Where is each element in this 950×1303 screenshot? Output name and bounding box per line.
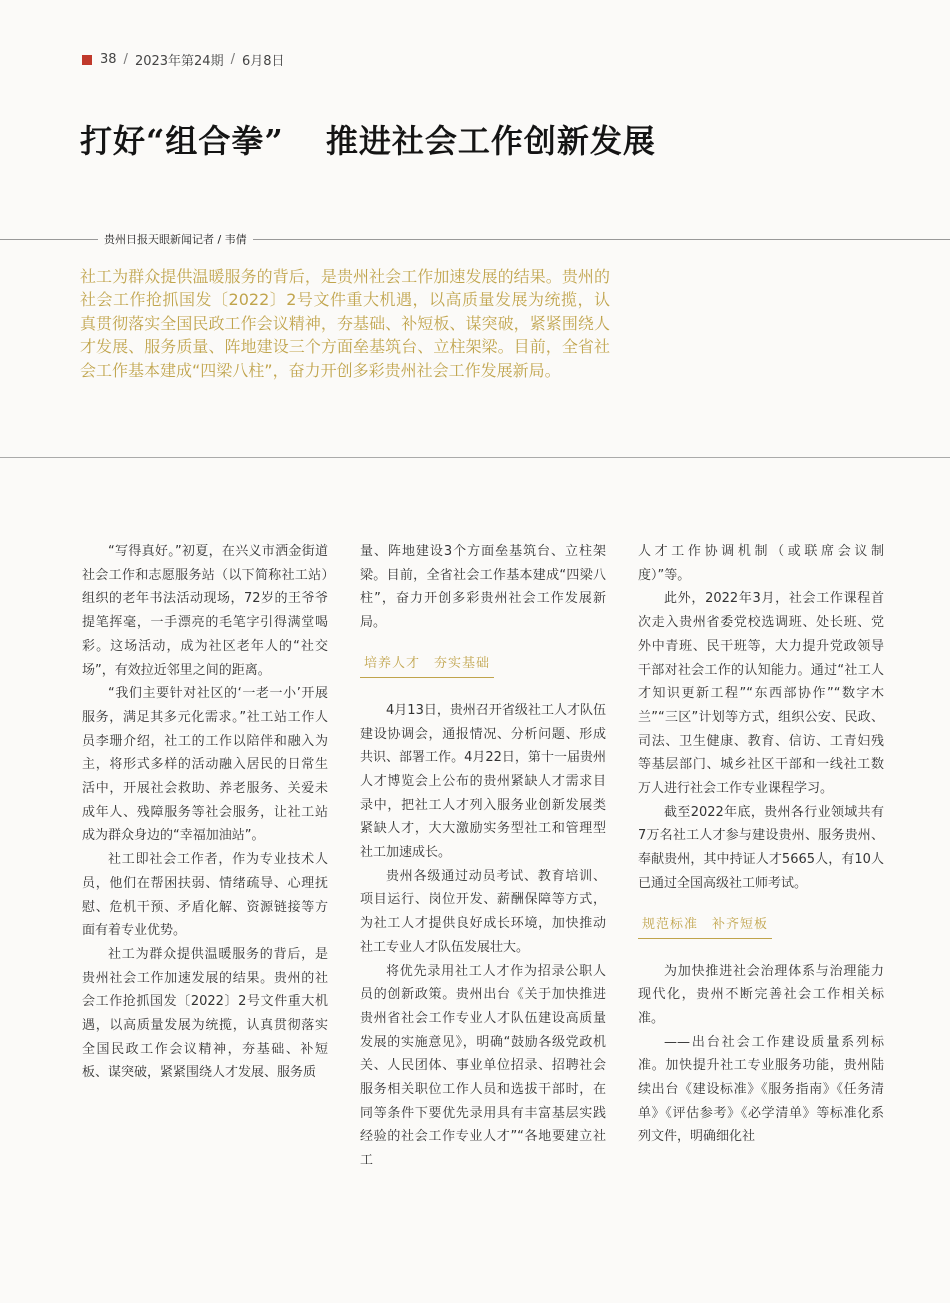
byline: 贵州日报天眼新闻记者 / 韦倩 <box>104 233 247 246</box>
byline-rule-right <box>253 239 950 240</box>
red-square-icon <box>82 55 92 65</box>
body-paragraph: 为加快推进社会治理体系与治理能力现代化，贵州不断完善社会工作相关标准。 <box>638 963 884 1026</box>
body-paragraph: 人才工作协调机制（或联席会议制度）”等。 <box>638 544 884 583</box>
body-paragraph: 社工即社会工作者，作为专业技术人员，他们在帮困扶弱、情绪疏导、心理抚慰、危机干预、矛盾化解、资源链接等方面有着专业优势。 <box>82 852 328 939</box>
body-paragraph: ——出台社会工作建设质量系列标准。加快提升社工专业服务功能，贵州陆续出台《建设标准》《服务指南》《任务清单》《评估参考》《必学清单》等标准化系列文件，明确细化社 <box>638 1034 884 1145</box>
folio-separator: / <box>230 52 235 67</box>
issue-label: 2023年第24期 <box>134 54 224 69</box>
subheading <box>360 652 606 678</box>
body-paragraph: 量、阵地建设3个方面垒基筑台、立柱架梁。目前，全省社会工作基本建成“四梁八柱”，奋力开创多彩贵州社会工作发展新局。 <box>360 544 606 631</box>
subheading <box>638 913 884 939</box>
body-paragraph: 贵州各级通过动员考试、教育培训、项目运行、岗位开发、薪酬保障等方式，为社工人才提供良好成长环境，加快推动社工专业人才队伍发展壮大。 <box>360 868 606 955</box>
article-title <box>80 116 656 162</box>
body-paragraph: 截至2022年底，贵州各行业领域共有7万名社工人才参与建设贵州、服务贵州、奉献贵州，其中持证人才5665人，有10人已通过全国高级社工师考试。 <box>638 804 884 891</box>
subheading-text: 培养人才 夯实基础 <box>360 653 494 678</box>
lead-paragraph: 社工为群众提供温暖服务的背后，是贵州社会工作加速发展的结果。贵州的社会工作抢抓国发〔2022〕2号文件重大机遇，以高质量发展为统揽，认真贯彻落实全国民政工作会议精神，夯基础、补短板、谋突破，紧紧围绕人才发展、服务质量、阵地建设三个方面垒基筑台、立柱架梁。目前，全省社会工作基本建成“四梁八柱”，奋力开创多彩贵州社会工作发展新局。 <box>80 267 610 380</box>
body-paragraph: “我们主要针对社区的‘一老一小’开展服务，满足其多元化需求。”社工站工作人员李珊介绍，社工的工作以陪伴和融入为主，将形式多样的活动融入居民的日常生活中，开展社会救助、养老服务、关爱未成年人、残障服务等社会服务，让社工站成为群众身边的“幸福加油站”。 <box>82 686 328 844</box>
page-number: 38 <box>100 52 117 67</box>
folio-separator: / <box>123 52 128 67</box>
section-divider <box>0 457 950 458</box>
body-paragraph: 将优先录用社工人才作为招录公职人员的创新政策。贵州出台《关于加快推进贵州省社会工作专业人才队伍建设高质量发展的实施意见》，明确“鼓励各级党政机关、人民团体、事业单位招录、招聘社会服务相关职位工作人员和选拔干部时，在同等条件下要优先录用具有丰富基层实践经验的社会工作专业人才”“各地要建立社工 <box>360 963 606 1169</box>
title-part2: 推进社会工作创新发展 <box>325 122 656 160</box>
issue-date: 6月8日 <box>241 54 285 69</box>
byline-rule-left <box>0 239 98 240</box>
title-part1: 打好“组合拳” <box>80 122 284 160</box>
body-paragraph: “写得真好。”初夏，在兴义市洒金街道社会工作和志愿服务站（以下简称社工站）组织的老年书法活动现场，72岁的王爷爷提笔挥毫，一手漂亮的毛笔字引得满堂喝彩。这场活动，成为社区老年人的“社交场”，有效拉近邻里之间的距离。 <box>82 544 328 678</box>
body-paragraph: 4月13日，贵州召开省级社工人才队伍建设协调会，通报情况、分析问题、形成共识、部署工作。4月22日，第十一届贵州人才博览会上公布的贵州紧缺人才需求目录中，把社工人才列入服务业创新发展类紧缺人才，大大激励实务型社工和管理型社工加速成长。 <box>360 702 606 861</box>
subheading-text: 规范标准 补齐短板 <box>638 914 772 939</box>
column-1 <box>82 540 328 1085</box>
column-3 <box>638 540 884 1149</box>
byline-row <box>0 231 950 247</box>
body-paragraph: 社工为群众提供温暖服务的背后，是贵州社会工作加速发展的结果。贵州的社会工作抢抓国发〔2022〕2号文件重大机遇，以高质量发展为统揽，认真贯彻落实全国民政工作会议精神，夯基础、补短板、谋突破，紧紧围绕人才发展、服务质 <box>82 946 328 1081</box>
page-folio <box>82 50 285 69</box>
column-2 <box>360 540 606 1173</box>
body-paragraph: 此外，2022年3月，社会工作课程首次走入贵州省委党校选调班、处长班、党外中青班、民干班等，大力提升党政领导干部对社会工作的认知能力。通过“社工人才知识更新工程”“东西部协作”“数字木兰”“三区”计划等方式，组织公安、民政、司法、卫生健康、教育、信访、工青妇残等基层部门、城乡社区干部和一线社工数万人进行社会工作专业课程学习。 <box>638 591 884 797</box>
